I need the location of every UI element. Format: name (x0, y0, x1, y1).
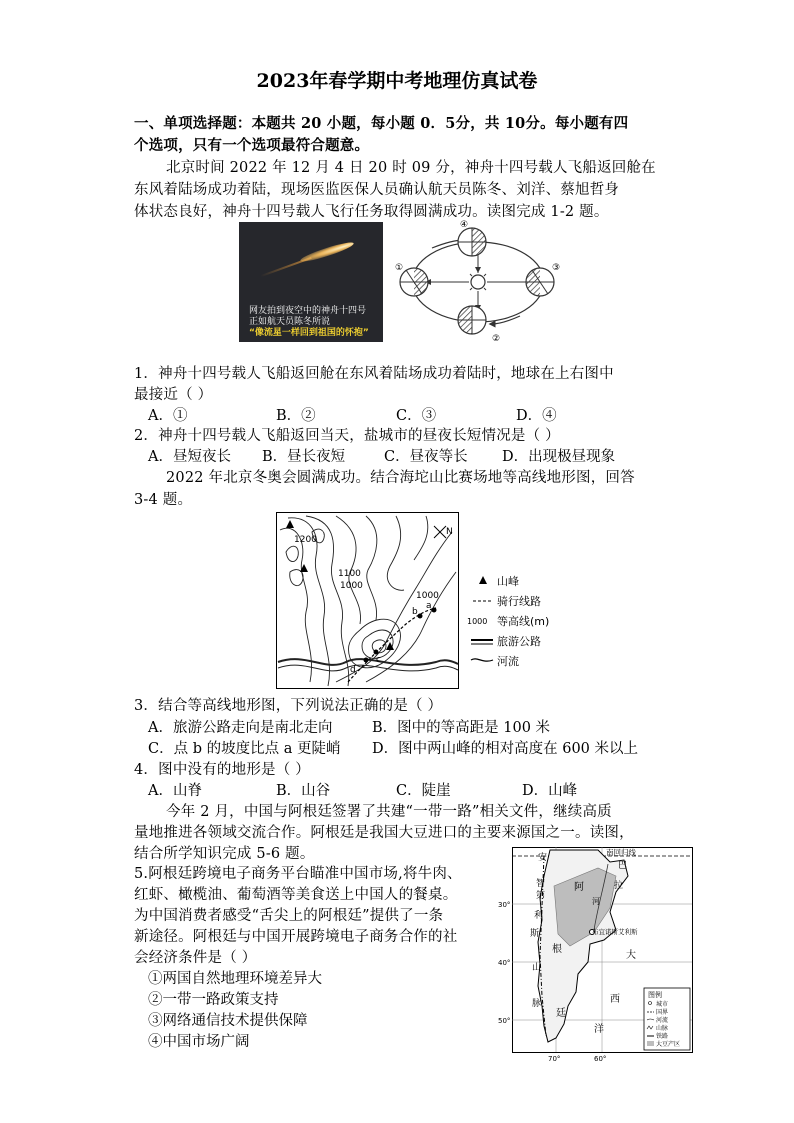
q4-option-b[interactable]: B．山谷 (276, 783, 331, 799)
legend-contour: 等高线(m) (497, 615, 550, 628)
andes-char-1: 安 (538, 853, 548, 863)
q4-option-c[interactable]: C．陡崖 (396, 783, 451, 799)
earth-left-icon (400, 268, 428, 296)
lon-70: 70° (548, 1055, 561, 1063)
q1-option-d[interactable]: D．④ (516, 408, 557, 424)
country-char-3: 廷 (556, 1008, 566, 1019)
q4-option-a[interactable]: A．山脊 (148, 783, 202, 799)
point-d-label: d (350, 665, 356, 675)
intro3-line1: 今年 2 月，中国与阿根廷签署了共建“一带一路”相关文件，继续高质 (166, 804, 612, 820)
section-header-line2: 个选项，只有一个选项最符合题意。 (134, 137, 370, 154)
q2-stem: 2．神舟十四号载人飞船返回当天，盐城市的昼夜长短情况是（ ） (134, 428, 560, 444)
photo-caption-3: “像流星一样回到祖国的怀抱” (249, 328, 369, 338)
legend-cycling: 骑行线路 (497, 595, 541, 608)
earth-bottom-icon (458, 306, 486, 334)
contour-label-1000-a: 1000 (340, 581, 363, 591)
photo-caption-1: 网友拍到夜空中的神舟十四号 (249, 306, 367, 316)
contour-label-1100: 1100 (338, 569, 361, 579)
q3-option-c[interactable]: C．点 b 的坡度比点 a 更陡峭 (148, 741, 341, 757)
country-char-2: 根 (552, 944, 562, 955)
contour-label-1000-b: 1000 (416, 591, 439, 601)
legend-city: 城市 (656, 1001, 669, 1008)
map-legend-title: 图例 (648, 991, 662, 999)
tropic-label: 南回归线 (606, 848, 636, 857)
andes-char-5: 脉 (532, 999, 542, 1009)
lat-30: 30° (498, 901, 511, 909)
intro1-line1: 北京时间 2022 年 12 月 4 日 20 时 09 分，神舟十四号载人飞船返回舱在 (166, 160, 656, 176)
earth-top-icon (458, 228, 486, 256)
andes-char-4: 山 (532, 963, 542, 973)
andes-char-2: 第 (536, 891, 546, 901)
q1-stem-line1: 1．神舟十四号载人飞船返回舱在东风着陆场成功着陆时，地球在上右图中 (134, 366, 614, 382)
q5-line3: 为中国消费者感受“舌尖上的阿根廷”提供了一条 (134, 908, 444, 924)
q2-option-c[interactable]: C．昼夜等长 (384, 449, 468, 465)
q1-option-b[interactable]: B．② (276, 408, 316, 424)
q1-option-a[interactable]: A．① (148, 408, 188, 424)
legend-peak: 山峰 (497, 575, 519, 588)
lat-50: 50° (498, 1017, 511, 1025)
neighbor-char-1: 巴 (618, 861, 628, 871)
legend-road: 旅游公路 (497, 635, 541, 648)
legend-peak-icon (479, 576, 487, 584)
legend-railway: 铁路 (656, 1033, 669, 1040)
neighbor-char-2: 拉 (614, 881, 624, 891)
legend-soybean: 大豆产区 (656, 1041, 681, 1048)
q5-line5: 会经济条件是（ ） (134, 950, 257, 966)
earth-orbit-diagram (392, 220, 564, 344)
photo-caption-2: 正如航天员陈冬所说 (249, 317, 331, 327)
country-char-1: 阿 (574, 882, 584, 893)
q3-stem: 3．结合等高线地形图，下列说法正确的是（ ） (134, 698, 443, 714)
intro3-line2: 量地推进各领域交流合作。阿根廷是我国大豆进口的主要来源国之一。读图， (134, 825, 634, 841)
earth-right-icon (526, 268, 554, 296)
intro2-line1: 2022 年北京冬奥会圆满成功。结合海坨山比赛场地等高线地形图，回答 (166, 470, 635, 486)
ocean-char-1: 大 (626, 950, 636, 961)
neighbor-char-4: 利 (534, 911, 544, 921)
legend-mountain: 山脉 (656, 1025, 669, 1032)
orbit-label-3: ③ (552, 263, 561, 273)
neighbor-char-3: 智 (536, 879, 546, 889)
ocean-char-2: 西 (610, 994, 620, 1005)
q5-item-3[interactable]: ③网络通信技术提供保障 (148, 1013, 308, 1029)
river-label: 河 (592, 897, 600, 906)
q3-option-a[interactable]: A．旅游公路走向是南北走向 (148, 720, 333, 736)
orbit-label-4: ④ (460, 220, 469, 230)
orbit-label-2: ② (492, 334, 501, 344)
q5-item-1[interactable]: ①两国自然地理环境差异大 (148, 971, 322, 987)
point-c-label: c (376, 655, 381, 665)
lat-40: 40° (498, 959, 511, 967)
reentry-glow (299, 240, 355, 265)
q3-option-d[interactable]: D．图中两山峰的相对高度在 600 米以上 (372, 741, 639, 757)
point-b-label: b (412, 607, 418, 617)
page-title: 2023年春学期中考地理仿真试卷 (256, 70, 538, 92)
intro1-line2: 东风着陆场成功着陆，现场医监医保人员确认航天员陈冬、刘洋、蔡旭哲身 (134, 182, 620, 198)
q5-item-4[interactable]: ④中国市场广阔 (148, 1034, 250, 1050)
map-north-label: N (446, 527, 453, 537)
contour-label-1200: 1200 (294, 535, 317, 545)
legend-river-item: 河流 (656, 1017, 669, 1024)
contour-legend (465, 572, 561, 672)
intro1-line3: 体状态良好，神舟十四号载人飞行任务取得圆满成功。读图完成 1-2 题。 (134, 204, 609, 220)
q2-option-a[interactable]: A．昼短夜长 (148, 449, 231, 465)
orbit-label-1: ① (395, 263, 404, 273)
legend-border: 国界 (656, 1009, 669, 1016)
q2-option-d[interactable]: D．出现极昼现象 (502, 449, 616, 465)
q2-option-b[interactable]: B．昼长夜短 (262, 449, 346, 465)
q1-stem-line2: 最接近（ ） (134, 387, 213, 403)
legend-contour-value: 1000 (467, 617, 488, 626)
city-label: 布宜诺斯艾利斯 (592, 928, 638, 936)
q5-line4: 新途径。阿根廷与中国开展跨境电子商务合作的社 (134, 929, 458, 945)
point-a-label: a (426, 601, 432, 611)
q3-option-b[interactable]: B．图中的等高距是 100 米 (372, 720, 551, 736)
ocean-char-3: 洋 (594, 1024, 604, 1035)
q5-line2: 红虾、橄榄油、葡萄酒等美食送上中国人的餐桌。 (134, 887, 458, 903)
lon-60: 60° (594, 1055, 607, 1063)
spacecraft-photo (239, 222, 383, 342)
andes-char-3: 斯 (530, 929, 540, 939)
q4-stem: 4．图中没有的地形是（ ） (134, 762, 310, 778)
argentina-map (498, 846, 694, 1064)
contour-map (276, 512, 462, 690)
q1-option-c[interactable]: C．③ (396, 408, 437, 424)
intro2-line2: 3-4 题。 (134, 492, 193, 508)
sun-icon (428, 254, 530, 308)
section-header-line1: 一、单项选择题：本题共 20 小题，每小题 0．5分，共 10分。每小题有四 (134, 115, 629, 132)
q5-item-2[interactable]: ②一带一路政策支持 (148, 992, 279, 1008)
legend-river: 河流 (497, 655, 519, 668)
q5-line1: 5.阿根廷跨境电子商务平台瞄准中国市场,将牛肉、 (134, 866, 462, 882)
q4-option-d[interactable]: D．山峰 (522, 783, 578, 799)
intro3-line3: 结合所学知识完成 5-6 题。 (134, 846, 315, 862)
